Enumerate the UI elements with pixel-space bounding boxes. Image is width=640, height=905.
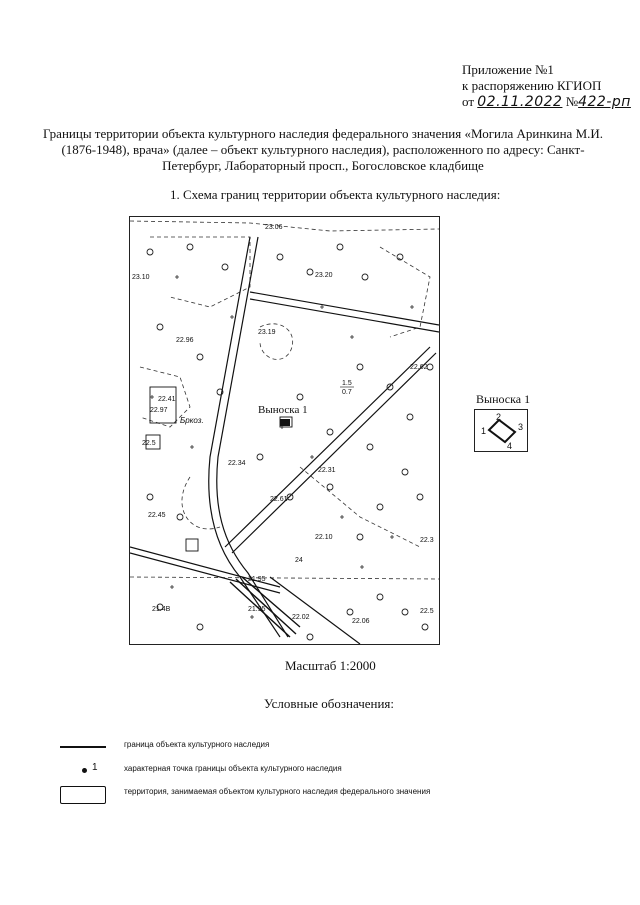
- label-24: 24: [295, 557, 303, 564]
- elev-label: 22.97: [150, 407, 168, 414]
- legend-item-text: граница объекта культурного наследия: [124, 740, 270, 749]
- elev-label: 22.5: [420, 608, 434, 615]
- callout-point-1: 1: [481, 426, 487, 436]
- appendix-number: 422-рп: [578, 94, 631, 110]
- boundary-point-label: 1: [92, 762, 98, 773]
- elev-label: 21.4В: [152, 606, 171, 613]
- elev-label: 22.5: [142, 440, 156, 447]
- elev-label: 21.95: [248, 606, 266, 613]
- appendix-date: 02.11.2022: [477, 94, 563, 110]
- map-callout-label: Выноска 1: [258, 404, 308, 416]
- callout-point-3: 3: [518, 422, 524, 432]
- elev-label: 23.10: [132, 274, 150, 281]
- callout-label: Выноска 1: [476, 392, 531, 406]
- legend-item-area: [52, 784, 612, 808]
- section-heading: 1. Схема границ территории объекта культурного наследия:: [170, 187, 501, 202]
- elev-label: 22.41: [158, 396, 176, 403]
- territory-area-symbol: [60, 784, 108, 802]
- elev-label: 22.02: [292, 614, 310, 621]
- elev-label: 22.34: [228, 460, 246, 467]
- elev-label: 22.45: [148, 512, 166, 519]
- elev-label: 22.31: [318, 467, 336, 474]
- callout-drawing: [475, 410, 527, 451]
- callout-point-4: 4: [507, 441, 513, 451]
- document-title: Границы территории объекта культурного наследия федерального значения «Могила Аринкина М.И. (1876-1948), врача» (далее – объект культурного наследия), расположенного по адресу: Санкт-Петербург, Лабораторный просп., Богословское кладбище: [42, 126, 604, 173]
- elev-label: 23.06: [265, 224, 283, 231]
- label-brick: Бркоз.: [180, 416, 204, 425]
- legend-item-text: территория, занимаемая объектом культурного наследия федерального значения: [124, 787, 431, 796]
- elev-label: 22.62: [410, 364, 428, 371]
- elev-label: 22.06: [352, 618, 370, 625]
- appendix-number-prefix: №: [565, 94, 579, 109]
- callout-point-2: 2: [496, 412, 502, 422]
- note-fraction-top: 1.5: [342, 380, 352, 387]
- appendix-line-1: Приложение №1: [462, 62, 554, 77]
- elev-label: 23.20: [315, 272, 333, 279]
- map-drawing: [130, 217, 439, 644]
- legend-item-boundary: [52, 737, 612, 761]
- elev-label: 22.61: [270, 496, 288, 503]
- appendix-line-3: [462, 94, 631, 110]
- legend-item-point: [52, 761, 612, 785]
- elev-label: 23.19: [258, 329, 276, 336]
- boundary-point-symbol: [60, 761, 108, 779]
- elev-label: 21.95: [248, 576, 266, 583]
- legend-heading: Условные обозначения:: [264, 696, 395, 711]
- note-fraction-bottom: 0.7: [342, 389, 352, 396]
- cadastral-map: [129, 216, 440, 645]
- heritage-object-marker: [280, 419, 290, 426]
- elev-label: 22.3: [420, 537, 434, 544]
- boundary-line-symbol: [60, 737, 108, 755]
- elev-label: 22.96: [176, 337, 194, 344]
- callout-box: [474, 409, 528, 452]
- appendix-line-2: к распоряжению КГИОП: [462, 78, 602, 93]
- legend-item-text: характерная точка границы объекта культурного наследия: [124, 764, 342, 773]
- map-scale: Масштаб 1:2000: [285, 658, 376, 673]
- appendix-date-prefix: от: [462, 94, 475, 109]
- appendix-header: [462, 62, 631, 110]
- elev-label: 22.10: [315, 534, 333, 541]
